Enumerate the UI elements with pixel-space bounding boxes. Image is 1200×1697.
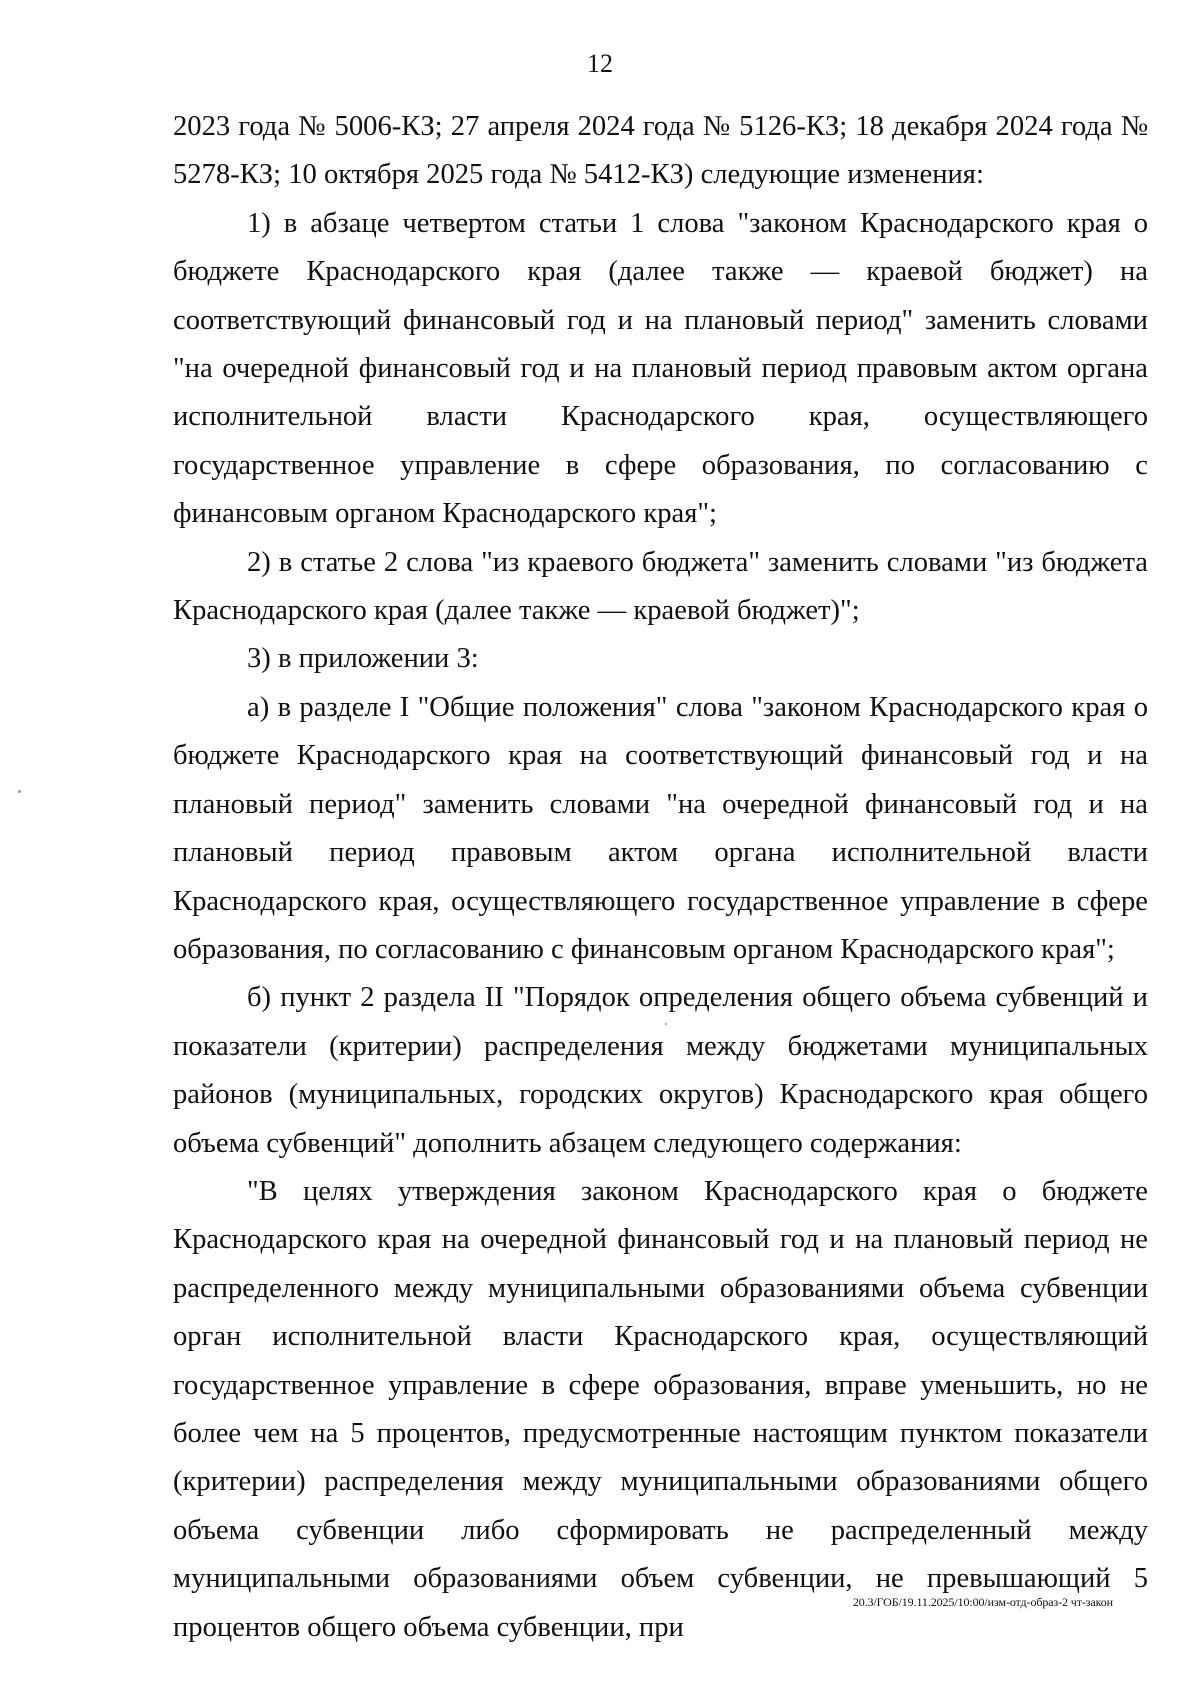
paragraph-item-2: 2) в статье 2 слова "из краевого бюджета" заменить словами "из бюджета Краснодарского края (далее также — краевой бюджет)";: [173, 546, 1148, 627]
page-number: 12: [587, 49, 613, 78]
paragraph-item-1: 1) в абзаце четвертом статьи 1 слова "законом Краснодарского края о бюджете Краснодарского края (далее также — краевой бюджет) на соответствующий финансовый год и на плановый период" заменить словами "на очередной финансовый год и на плановый период правовым актом органа исполнительной власти Краснодарского края, осуществляющего государственное управление в сфере образования, по согласованию с финансовым органом Краснодарского края";: [173, 207, 1148, 530]
paragraph-item-3b: б) пункт 2 раздела II "Порядок определения общего объема субвенций и показатели (критерии) распределения между бюджетами муниципальных районов (муниципальных, городских округов) Краснодарского края общего объема субвенций" дополнить абзацем следующего содержания:: [173, 982, 1148, 1159]
document-footer-code: 20.3/ГОБ/19.11.2025/10:00/изм-отд-образ-2 чт-закон: [852, 1595, 1113, 1609]
document-body: [173, 103, 1148, 1652]
paragraph-quoted-addition: "В целях утверждения законом Краснодарского края о бюджете Краснодарского края на очередной финансовый год и на плановый период не распределенного между муниципальными образованиями объема субвенции орган исполнительной власти Краснодарского края, осуществляющий государственное управление в сфере образования, вправе уменьшить, но не более чем на 5 процентов, предусмотренные настоящим пунктом показатели (критерии) распределения между муниципальными образованиями общего объема субвенции либо сформировать не распределенный между муниципальными образованиями объем субвенции, не превышающий 5 процентов общего объема субвенции, при: [173, 1175, 1148, 1643]
paragraph-item-3: 3) в приложении 3:: [247, 643, 479, 675]
paragraph-item-3a: а) в разделе I "Общие положения" слова "законом Краснодарского края о бюджете Краснодарского края на соответствующий финансовый год и на плановый период" заменить словами "на очередной финансовый год и на плановый период правовым актом органа исполнительной власти Краснодарского края, осуществляющего государственное управление в сфере образования, по согласованию с финансовым органом Краснодарского края";: [173, 691, 1148, 965]
scan-speck: [18, 790, 21, 793]
scan-speck: [665, 1023, 667, 1025]
paragraph-continuation: 2023 года № 5006-КЗ; 27 апреля 2024 года № 5126-КЗ; 18 декабря 2024 года № 5278-КЗ; 10 октября 2025 года № 5412-КЗ) следующие изменения:: [173, 111, 1148, 191]
